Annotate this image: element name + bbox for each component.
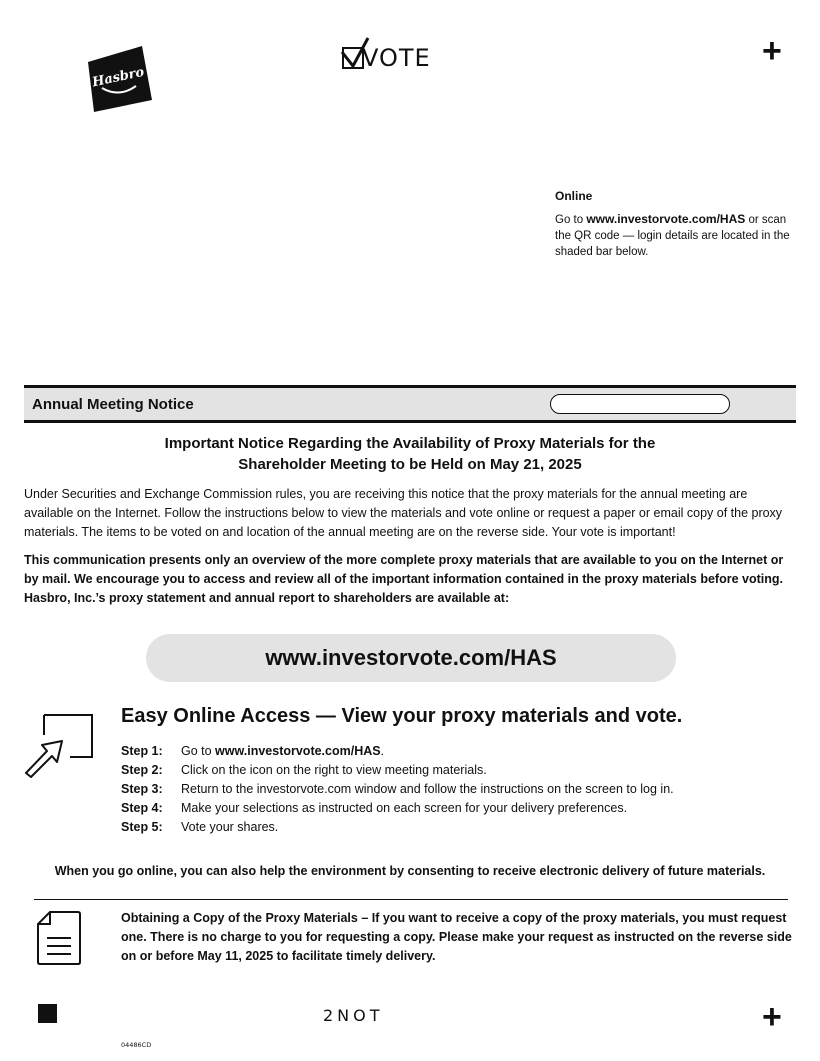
document-icon	[36, 910, 82, 966]
step-4: Step 4: Make your selections as instructed on each screen for your delivery preferences.	[121, 801, 628, 815]
environment-note: When you go online, you can also help the environment by consenting to receive electronic delivery of future materials.	[54, 864, 766, 878]
obtain-copy-note: Obtaining a Copy of the Proxy Materials – If you want to receive a copy of the proxy materials, you must request one. There is no charge to you for requesting a copy. Please make your request as instructed on the reverse side on or before May 11, 2025 to facilitate timely delivery.	[121, 911, 792, 963]
easy-access-title: Easy Online Access — View your proxy materials and vote.	[121, 705, 683, 727]
step-3: Step 3: Return to the investorvote.com window and follow the instructions on the screen to log in.	[121, 782, 674, 796]
divider	[34, 899, 788, 900]
registration-square	[38, 1004, 57, 1023]
online-heading: Online	[555, 189, 593, 203]
online-voting-info: Online Go to www.investorvote.com/HAS or scan the QR code — login details are located in the shaded bar below.	[555, 189, 790, 258]
hasbro-logo	[86, 46, 152, 112]
registration-mark-bottom-right: +	[762, 998, 782, 1036]
small-print-code: 04486CD	[121, 1041, 152, 1049]
online-url-link[interactable]: www.investorvote.com/HAS	[586, 212, 746, 226]
control-number-field	[550, 394, 730, 414]
form-code: 2NOT	[323, 1006, 384, 1025]
page-title: Important Notice Regarding the Availability of Proxy Materials for the Shareholder Meeting to be Held on May 21, 2025	[164, 435, 656, 473]
vote-logo: VOTE	[340, 44, 431, 72]
annual-meeting-notice-bar	[24, 385, 796, 423]
svg-text:Hasbro: Hasbro	[90, 64, 146, 91]
checkbox-check-icon	[340, 44, 368, 72]
sec-rules-paragraph: Under Securities and Exchange Commission rules, you are receiving this notice that the proxy materials for the annual meeting are available on the Internet. Follow the instructions below to view the materials and vote online or request a paper or email copy of the proxy materials. The items to be voted on and location of the annual meeting are on the reverse side. Your vote is important!	[24, 487, 783, 539]
step-1: Step 1: Go to www.investorvote.com/HAS.	[121, 744, 385, 758]
steps-list	[121, 742, 674, 837]
click-cursor-icon	[24, 713, 96, 779]
notice-bar-title: Annual Meeting Notice	[32, 396, 194, 413]
step-5: Step 5: Vote your shares.	[121, 820, 279, 834]
registration-mark-top-right: +	[762, 32, 782, 70]
overview-paragraph: This communication presents only an overview of the more complete proxy materials that are available to you on the Internet or by mail. We encourage you to access and review all of the important information contained in the proxy materials before voting. Hasbro, Inc.’s proxy statement and annual report to shareholders are available at:	[24, 553, 784, 605]
step-2: Step 2: Click on the icon on the right to view meeting materials.	[121, 763, 487, 777]
step-1-url-link[interactable]: www.investorvote.com/HAS	[215, 744, 381, 758]
investorvote-url-button[interactable]: www.investorvote.com/HAS	[146, 634, 676, 682]
